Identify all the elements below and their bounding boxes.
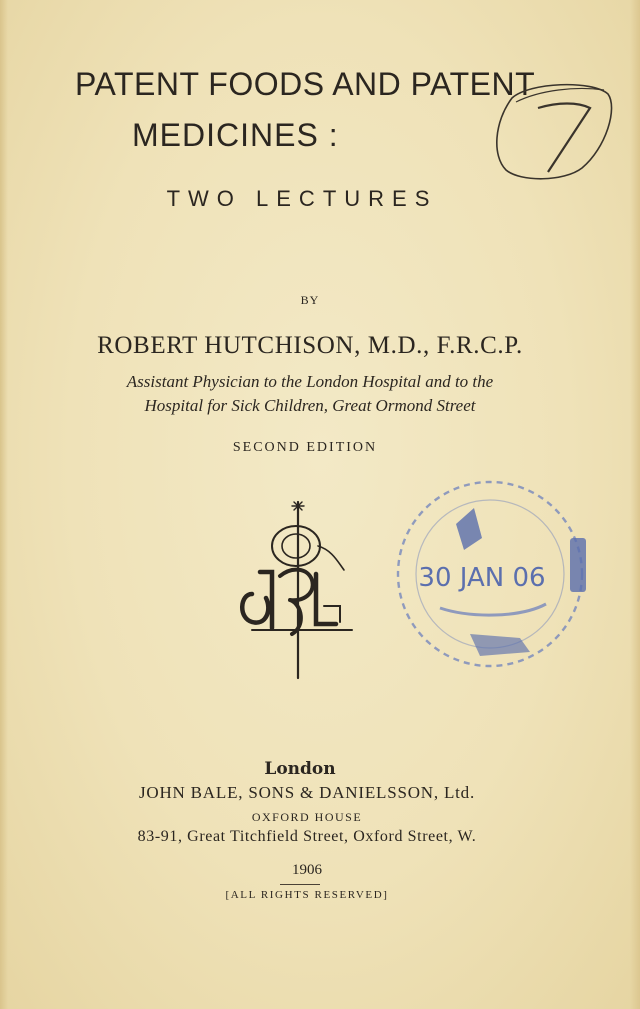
author-affiliation-line-1: Assistant Physician to the London Hospital and to the — [126, 372, 494, 391]
subtitle: TWO LECTURES — [166, 186, 438, 211]
book-title-line-1: PATENT FOODS AND PATENT — [75, 66, 536, 102]
publisher-monogram-logo — [232, 498, 362, 688]
author-name: ROBERT HUTCHISON, M.D., F.R.C.P. — [97, 332, 523, 359]
divider — [280, 884, 320, 885]
publication-year: 1906 — [292, 862, 322, 878]
publisher-house: OXFORD HOUSE — [251, 810, 363, 824]
publication-place: London — [264, 759, 336, 779]
edition-label: SECOND EDITION — [232, 440, 378, 455]
rights-notice: [ALL RIGHTS RESERVED] — [225, 889, 389, 901]
author-affiliation-line-2: Hospital for Sick Children, Great Ormond Street — [144, 396, 476, 415]
publisher-name: JOHN BALE, SONS & DANIELSSON, Ltd. — [138, 783, 476, 802]
handwritten-mark — [480, 78, 620, 188]
stamp-date: 30 JAN 06 — [418, 563, 546, 593]
page-edge-left — [0, 0, 8, 1009]
byline: BY — [300, 293, 320, 307]
library-date-stamp — [370, 468, 610, 678]
publisher-address: 83-91, Great Titchfield Street, Oxford Street, W. — [137, 828, 477, 845]
book-title-line-2: MEDICINES : — [132, 117, 339, 153]
page-edge-right — [630, 0, 640, 1009]
